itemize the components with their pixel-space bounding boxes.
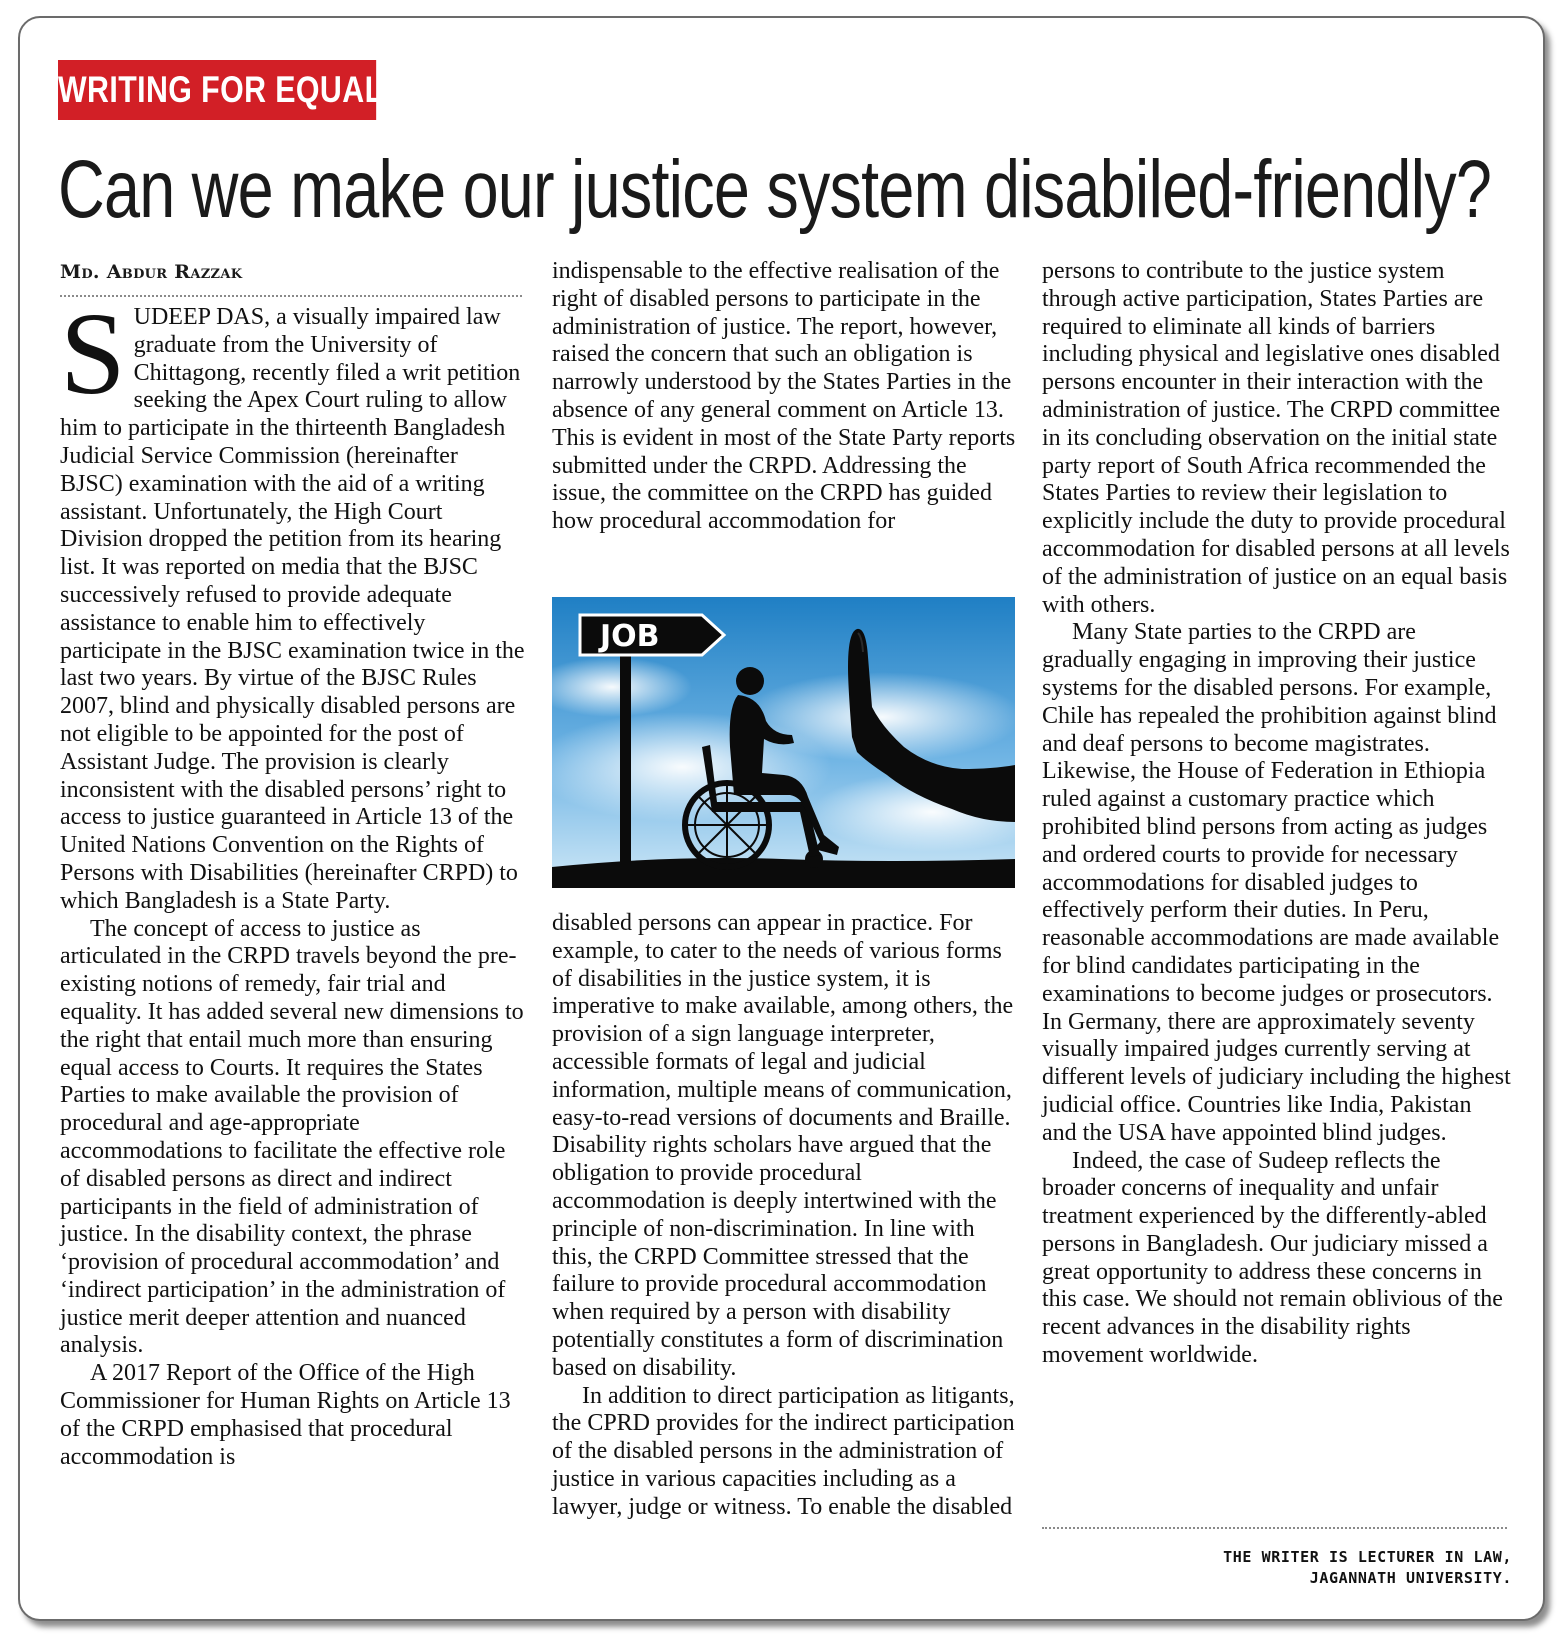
article-image (552, 597, 1015, 888)
drop-cap: S (60, 288, 126, 419)
byline: Md. Abdur Razzak (60, 261, 243, 283)
footer-divider (1042, 1527, 1507, 1529)
paragraph-2: The concept of access to justice as articulated in the CRPD travels beyond the pre-existing notions of remedy, fair trial and equality. It has added several new dimensions to the right that entail much more than ensuring equal access to Courts. It requires the States Parties to make available the provision of procedural and age-appropriate accommodations to facilitate the effective role of disabled persons as direct and indirect participants in the field of administration of justice. In the disability context, the phrase ‘provision of procedural accommodation’ and ‘indirect participation’ in the administration of justice merit deeper attention and nuanced analysis. (60, 915, 524, 1359)
paragraph-1-text: UDEEP DAS, a visually impaired law graduate from the University of Chittagong, recently filed a writ petition seeking the Apex Court ruling to allow him to participate in the thirteenth Bangladesh Judicial Service Commission (hereinafter BJSC) examination with the aid of a writing assistant. Unfortunately, the High Court Division dropped the petition from its hearing list. It was reported on media that the BJSC successively refused to provide adequate assistance to enable him to effectively participate in the BJSC examination twice in the last two years. By virtue of the BJSC Rules 2007, blind and physically disabled persons are not eligible to be appointed for the post of Assistant Judge. The provision is clearly inconsistent with the disabled persons’ right to access to justice guaranteed in Article 13 of the United Nations Convention on the Rights of Persons with Disabilities (hereinafter CRPD) to which Bangladesh is a State Party. (60, 304, 525, 914)
byline-divider (60, 295, 522, 297)
writer-credit-line-1: THE WRITER IS LECTURER IN LAW, (1223, 1548, 1512, 1566)
paragraph-8: Many State parties to the CRPD are gradually engaging in improving their justice systems for the disabled persons. For example, Chile has repealed the prohibition against blind and deaf persons to become magistrates. Likewise, the House of Federation in Ethiopia ruled against a customary practice which prohibited blind persons from acting as judges and ordered courts to provide for necessary accommodations for disabled judges to effectively perform their duties. In Peru, reasonable accommodations are made available for blind candidates participating in the examinations to become judges or prosecutors. In Germany, there are approximately seventy visually impaired judges currently serving at different levels of judiciary including the highest judicial office. Countries like India, Pakistan and the USA have appointed blind judges. (1042, 619, 1511, 1146)
paragraph-7: persons to contribute to the justice system through active participation, States Parties are required to eliminate all kinds of barriers including physical and legislative ones disabled persons encounter in their interaction with the administration of justice. The CRPD committee in its concluding observation on the initial state party report of South Africa recommended the States Parties to review their legislation to explicitly include the duty to provide procedural accommodation for disabled persons at all levels of the administration of justice on an equal basis with others. (1042, 258, 1510, 618)
writer-credit-line-2: JAGANNATH UNIVERSITY. (1309, 1569, 1512, 1587)
column-1 (60, 288, 526, 1471)
section-tag: WRITING FOR EQUALITY (58, 60, 376, 120)
job-sign-text: JOB (600, 619, 660, 654)
paragraph-5: disabled persons can appear in practice. For example, to cater to the needs of various forms of disabilities in the justice system, it is imperative to make available, among others, the provision of a sign language interpreter, accessible formats of legal and judicial information, multiple means of communication, easy-to-read versions of documents and Braille. Disability rights scholars have argued that the obligation to provide procedural accommodation is deeply intertwined with the principle of non-discrimination. In line with this, the CRPD Committee stressed that the failure to provide procedural accommodation when required by a person with disability potentially constitutes a form of discrimination based on disability. (552, 910, 1014, 1381)
column-2-top (552, 258, 1020, 536)
paragraph-6: In addition to direct participation as litigants, the CPRD provides for the indirect participation of the disabled persons in the administration of justice in various capacities including as a lawyer, judge or witness. To enable the disabled (552, 1382, 1015, 1520)
job-rejection-illustration (552, 597, 1015, 888)
writer-credit (1223, 1547, 1512, 1589)
paragraph-1 (60, 288, 526, 916)
paragraph-4: indispensable to the effective realisation of the right of disabled persons to participate in the administration of justice. The report, however, raised the concern that such an obligation is narrowly understood by the States Parties in the absence of any general comment on Article 13. This is evident in most of the State Party reports submitted under the CRPD. Addressing the issue, the committee on the CRPD has guided how procedural accommodation for (552, 258, 1016, 535)
column-2-bottom (552, 910, 1020, 1522)
paragraph-9: Indeed, the case of Sudeep reflects the broader concerns of inequality and unfair treatment experienced by the differently-abled persons in Bangladesh. Our judiciary missed a great opportunity to address these concerns in this case. We should not remain oblivious of the recent advances in the disability rights movement worldwide. (1042, 1147, 1503, 1369)
column-3 (1042, 258, 1512, 1370)
paragraph-3: A 2017 Report of the Office of the High Commissioner for Human Rights on Article 13 of the CRPD emphasised that procedural accommodation is (60, 1360, 511, 1470)
headline: Can we make our justice system disabiled-friendly? (58, 144, 1492, 235)
